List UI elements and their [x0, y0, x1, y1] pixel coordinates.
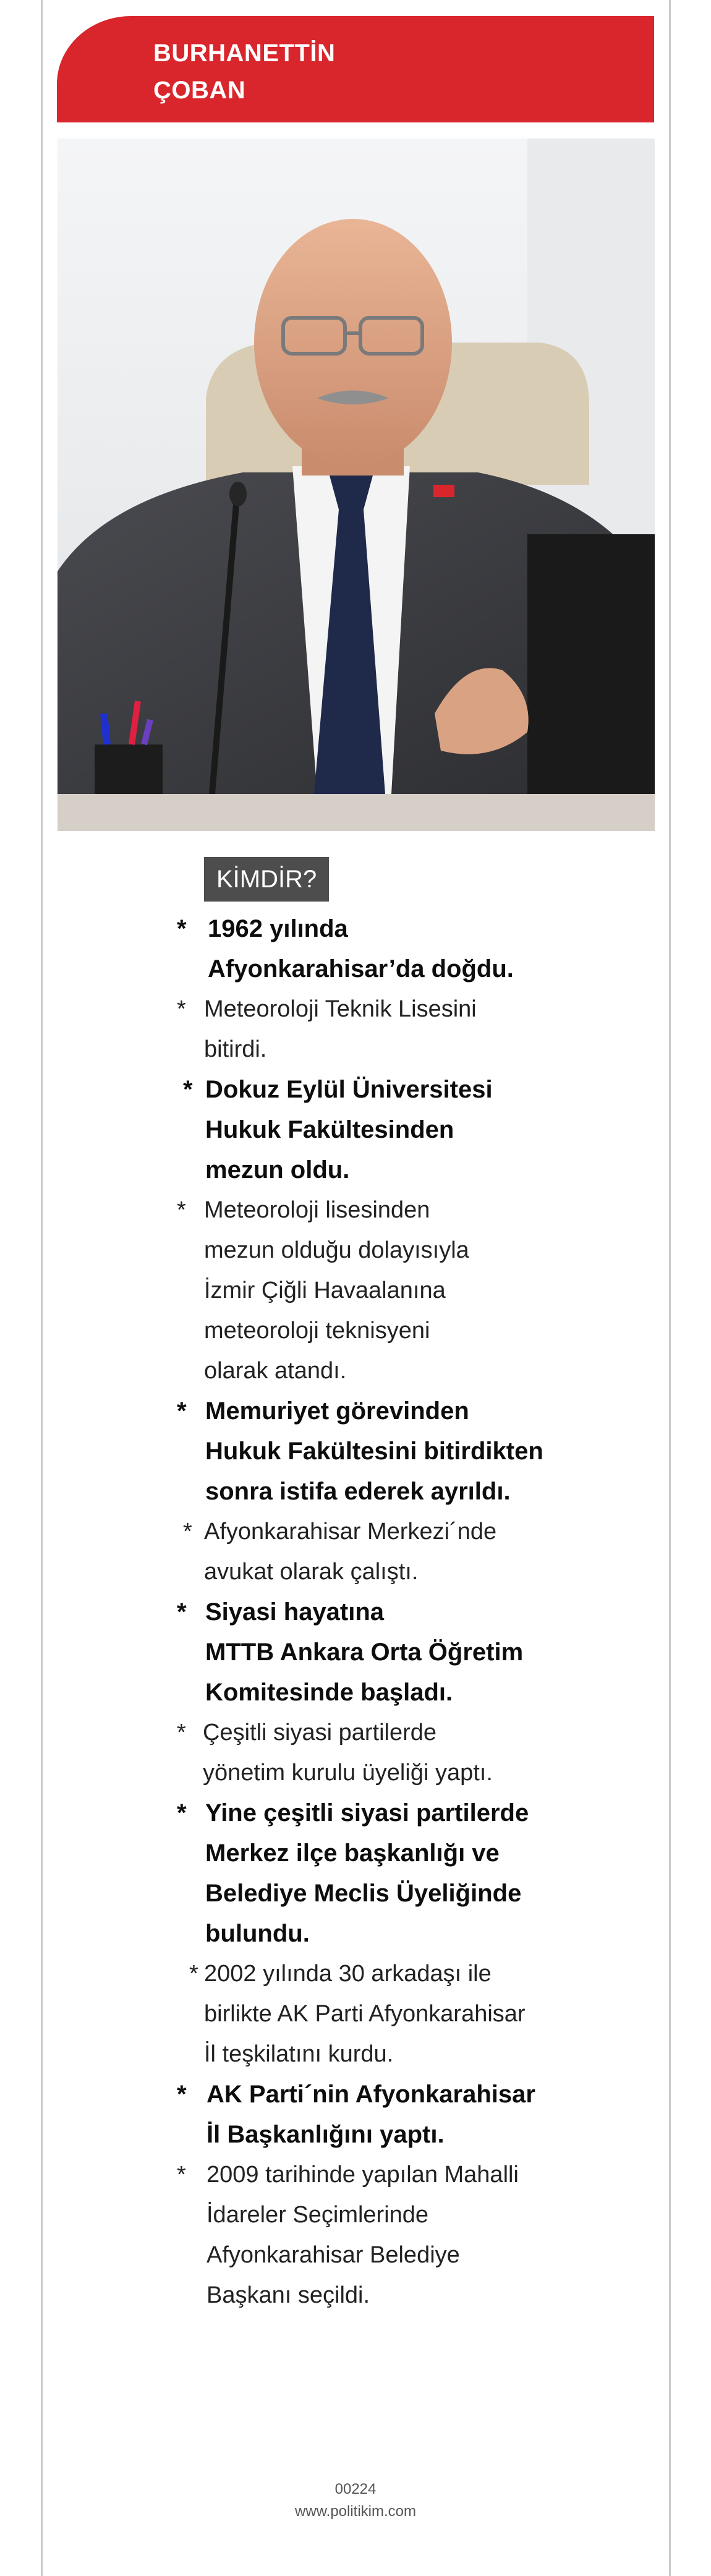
bio-item — [177, 1713, 493, 1793]
bullet-star: * — [183, 1076, 193, 1103]
portrait-photo — [57, 139, 655, 831]
bio-line: meteoroloji teknisyeni — [204, 1318, 430, 1344]
bullet-star: * — [177, 1799, 187, 1827]
right-frame-line — [669, 0, 671, 2576]
bio-line: mezun olduğu dolayısıyla — [204, 1237, 469, 1263]
bio-item — [177, 909, 514, 989]
bio-line: bulundu. — [205, 1920, 310, 1947]
bullet-star: * — [177, 1197, 186, 1223]
bio-item — [177, 2075, 535, 2155]
bio-line: Dokuz Eylül Üniversitesi — [205, 1076, 493, 1103]
bullet-star: * — [189, 1961, 198, 1987]
bullet-star: * — [177, 2081, 187, 2108]
bio-line: İzmir Çiğli Havaalanına — [204, 1277, 446, 1303]
bio-line: bitirdi. — [204, 1036, 267, 1062]
bio-line: MTTB Ankara Orta Öğretim — [205, 1639, 524, 1666]
bullet-star: * — [177, 1397, 187, 1425]
page-code: 00224 — [334, 2481, 377, 2497]
bio-line: 2002 yılında 30 arkadaşı ile — [204, 1961, 492, 1987]
footer-url: www.politikim.com — [294, 2503, 417, 2520]
bullet-star: * — [177, 996, 186, 1022]
bullet-star: * — [177, 2162, 186, 2188]
bio-line: birlikte AK Parti Afyonkarahisar — [204, 2001, 526, 2027]
bio-line: 2009 tarihinde yapılan Mahalli — [206, 2162, 519, 2188]
bio-line: Meteoroloji lisesinden — [204, 1197, 430, 1223]
bio-item — [177, 1793, 529, 1954]
bio-item — [183, 1512, 496, 1592]
bio-line: Yine çeşitli siyasi partilerde — [205, 1799, 529, 1827]
bio-line: Siyasi hayatına — [205, 1598, 385, 1626]
bio-line: Meteoroloji Teknik Lisesini — [204, 996, 477, 1022]
bullet-star: * — [177, 915, 187, 942]
bio-line: Afyonkarahisar’da doğdu. — [208, 955, 514, 983]
bio-line: Belediye Meclis Üyeliğinde — [205, 1880, 522, 1907]
bio-line: olarak atandı. — [204, 1358, 347, 1384]
bio-line: AK Parti´nin Afyonkarahisar — [206, 2081, 535, 2108]
bio-line: Merkez ilçe başkanlığı ve — [205, 1840, 500, 1867]
bio-line: İdareler Seçimlerinde — [206, 2202, 429, 2228]
bio-line: Memuriyet görevinden — [205, 1397, 469, 1425]
bullet-star: * — [183, 1519, 192, 1545]
person-name: BURHANETTİN ÇOBAN — [153, 40, 336, 104]
left-frame-line — [41, 0, 43, 2576]
bio-item — [189, 1954, 526, 2075]
bio-line: Afyonkarahisar Belediye — [206, 2242, 460, 2268]
bullet-star: * — [177, 1720, 186, 1746]
bio-item — [177, 1592, 523, 1713]
bio-item — [183, 1070, 493, 1190]
section-label-kimdir: KİMDİR? — [204, 857, 329, 902]
bio-line: avukat olarak çalıştı. — [204, 1559, 419, 1585]
bio-item — [177, 1190, 469, 1391]
bio-line: Hukuk Fakültesini bitirdikten — [205, 1438, 543, 1465]
bio-line: yönetim kurulu üyeliği yaptı. — [203, 1760, 493, 1786]
bio-line: Hukuk Fakültesinden — [205, 1116, 454, 1143]
bio-line: 1962 yılında — [208, 915, 348, 942]
bio-line: mezun oldu. — [205, 1156, 350, 1184]
bio-line: Afyonkarahisar Merkezi´nde — [204, 1519, 497, 1545]
bio-item — [177, 989, 477, 1070]
bio-item — [177, 1391, 543, 1512]
bio-line: İl teşkilatını kurdu. — [204, 2041, 394, 2067]
bio-line: Başkanı seçildi. — [206, 2282, 370, 2308]
bio-line: sonra istifa ederek ayrıldı. — [205, 1478, 511, 1505]
bio-line: Çeşitli siyasi partilerde — [203, 1720, 437, 1746]
bio-line: İl Başkanlığını yaptı. — [206, 2121, 445, 2148]
bullet-star: * — [177, 1598, 187, 1626]
bio-item — [177, 2155, 519, 2316]
header-band — [57, 16, 654, 122]
bio-line: Komitesinde başladı. — [205, 1679, 453, 1706]
